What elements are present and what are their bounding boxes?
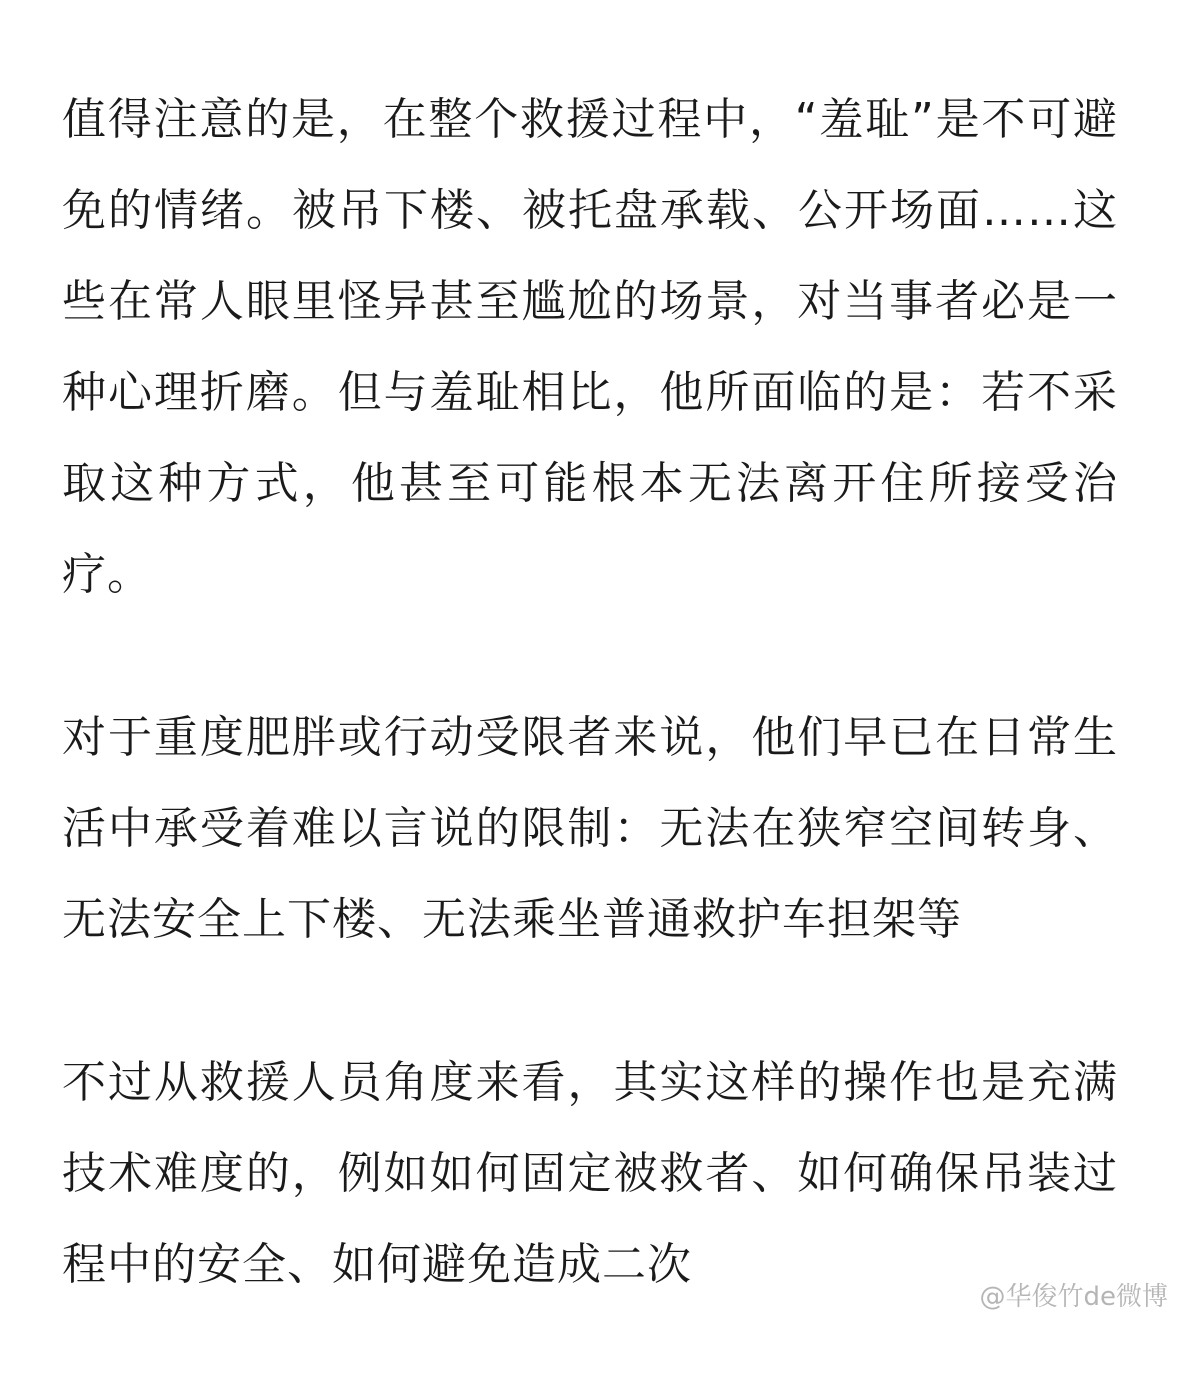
paragraph-3: 不过从救援人员角度来看，其实这样的操作也是充满技术难度的，例如如何固定被救者、如何确保吊装过程中的安全、如何避免造成二次: [62, 1057, 1118, 1290]
article-body: [62, 74, 1118, 1382]
paragraph-2: 对于重度肥胖或行动受限者来说，他们早已在日常生活中承受着难以言说的限制：无法在狭窄空间转身、无法安全上下楼、无法乘坐普通救护车担架等: [62, 712, 1118, 945]
weibo-watermark: @华俊竹de微博: [979, 1282, 1168, 1312]
paragraph-1: 值得注意的是，在整个救援过程中，“羞耻”是不可避免的情绪。被吊下楼、被托盘承载、公开场面……这些在常人眼里怪异甚至尴尬的场景，对当事者必是一种心理折磨。但与羞耻相比，他所面临的是：若不采取这种方式，他甚至可能根本无法离开住所接受治疗。: [62, 94, 1118, 600]
